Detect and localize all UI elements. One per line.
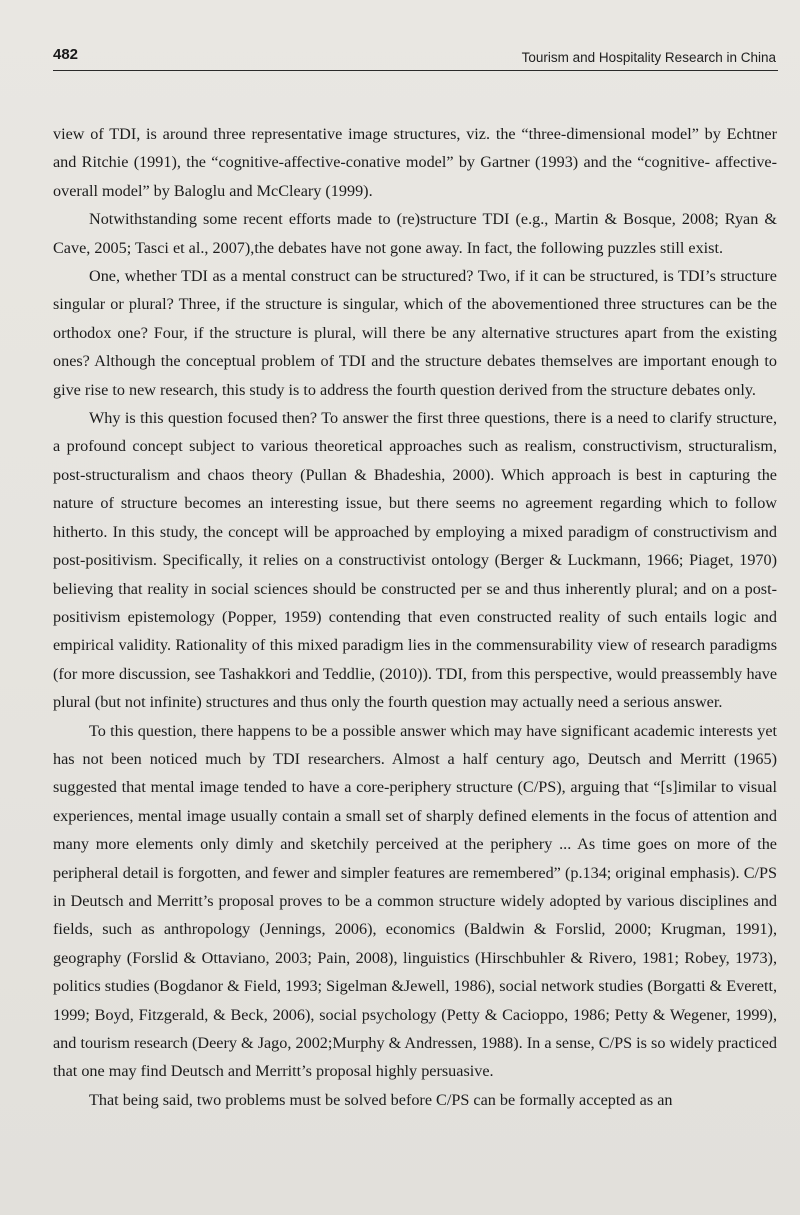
paragraph: One, whether TDI as a mental construct can be structured? Two, if it can be structured, is TDI’s structure singular or plural? Three, if the structure is singular, which of the abovementioned three structures can be the orthodox one? Four, if the structure is plural, will there be any alternative structures apart from the existing ones? Although the conceptual problem of TDI and the structure debates themselves are important enough to give rise to new research, this study is to address the fourth question derived from the structure debates only.	[53, 267, 777, 399]
body-text	[53, 120, 777, 1114]
page-number: 482	[53, 46, 79, 63]
paragraph: Why is this question focused then? To answer the first three questions, there is a need to clarify structure, a profound concept subject to various theoretical approaches such as realism, constructivism, structuralism, post-structuralism and chaos theory (Pullan & Bhadeshia, 2000). Which approach is best in capturing the nature of structure becomes an interesting issue, but there seems no agreement regarding which to follow hitherto. In this study, the concept will be approached by employing a mixed paradigm of constructivism and post-positivism. Specifically, it relies on a constructivist ontology (Berger & Luckmann, 1966; Piaget, 1970) believing that reality in social sciences should be constructed per se and thus inherently plural; and on a post-positivism epistemology (Popper, 1959) contending that even constructed reality of such entails logic and empirical validity. Rationality of this mixed paradigm lies in the commensurability view of research paradigms (for more discussion, see Tashakkori and Teddlie, (2010)). TDI, from this perspective, would preassembly have plural (but not infinite) structures and thus only the fourth question may actually need a serious answer.	[53, 409, 777, 712]
running-title: Tourism and Hospitality Research in China	[521, 50, 776, 65]
paragraph-continued: view of TDI, is around three representative image structures, viz. the “three-dimensional model” by Echtner and Ritchie (1991), the “cognitive-affective-conative model” by Gartner (1993) and the “cognitive- affective-overall model” by Baloglu and McCleary (1999).	[53, 125, 777, 200]
paragraph: To this question, there happens to be a possible answer which may have significant academic interests yet has not been noticed much by TDI researchers. Almost a half century ago, Deutsch and Merritt (1965) suggested that mental image tended to have a core-periphery structure (C/PS), arguing that “[s]imilar to visual experiences, mental image usually contain a small set of sharply defined elements in the focus of attention and many more elements only dimly and sketchily perceived at the periphery ... As time goes on more of the peripheral detail is forgotten, and fewer and simpler features are remembered” (p.134; original emphasis). C/PS in Deutsch and Merritt’s proposal proves to be a common structure widely adopted by various disciplines and fields, such as anthropology (Jennings, 2006), economics (Baldwin & Forslid, 2000; Krugman, 1991), geography (Forslid & Ottaviano, 2003; Pain, 2008), linguistics (Hirschbuhler & Rivero, 1981; Robey, 1973), politics studies (Bogdanor & Field, 1993; Sigelman &Jewell, 1986), social network studies (Borgatti & Everett, 1999; Boyd, Fitzgerald, & Beck, 2006), social psychology (Petty & Cacioppo, 1986; Petty & Wegener, 1999), and tourism research (Deery & Jago, 2002;Murphy & Andressen, 1988). In a sense, C/PS is so widely practiced that one may find Deutsch and Merritt’s proposal highly persuasive.	[53, 721, 777, 1081]
running-header	[53, 44, 778, 71]
paragraph: That being said, two problems must be solved before C/PS can be formally accepted as an	[89, 1090, 673, 1109]
paragraph: Notwithstanding some recent efforts made to (re)structure TDI (e.g., Martin & Bosque, 2008; Ryan & Cave, 2005; Tasci et al., 2007),the debates have not gone away. In fact, the following puzzles still exist.	[53, 210, 777, 257]
